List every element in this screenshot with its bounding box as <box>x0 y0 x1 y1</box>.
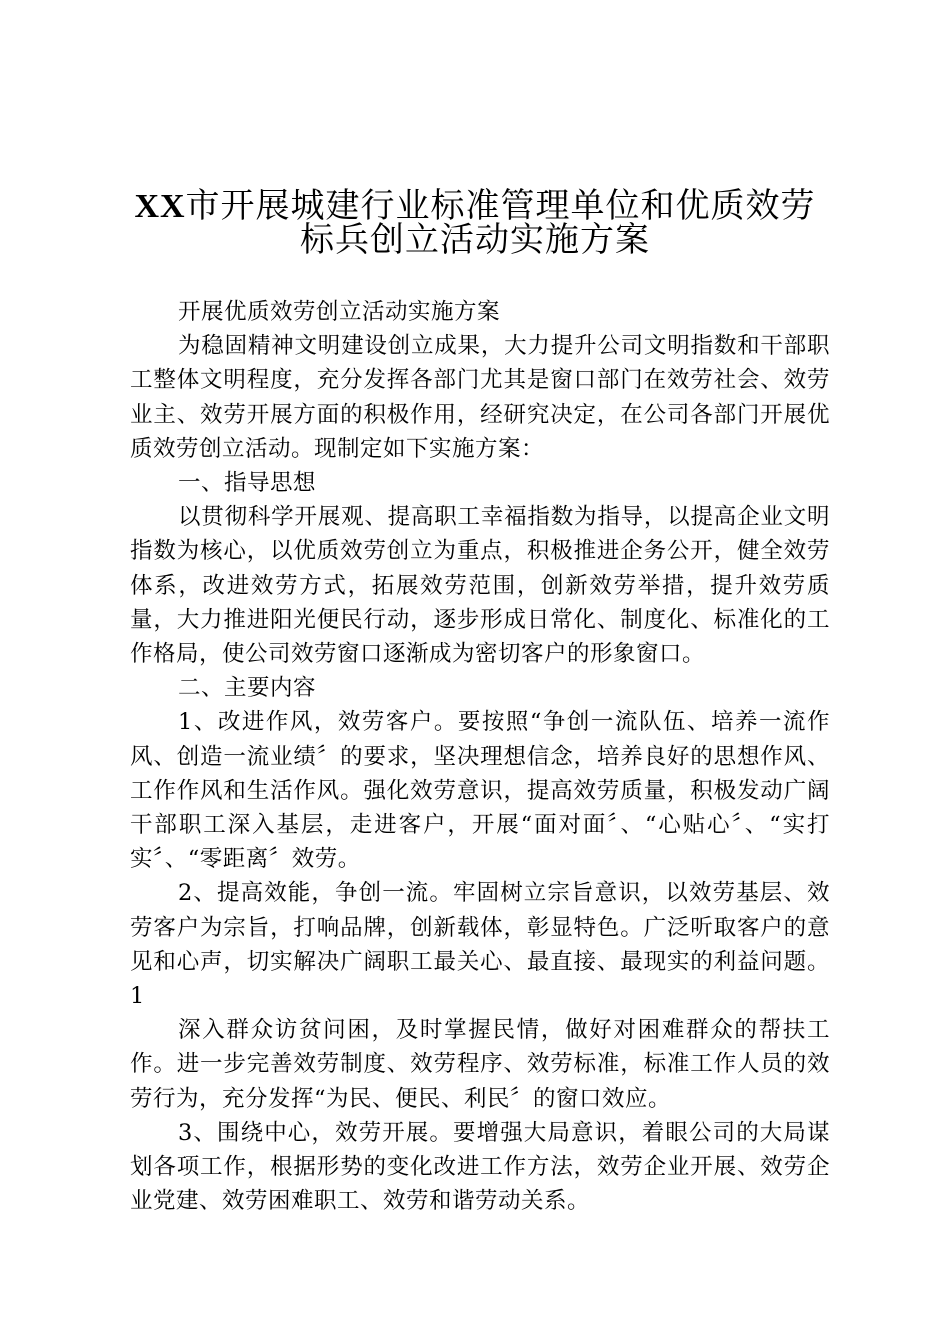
item-2-continued-paragraph: 深入群众访贫问困，及时掌握民情，做好对困难群众的帮扶工作。进一步完善效劳制度、效劳程序、效劳标准，标准工作人员的效劳行为，充分发挥“为民、便民、利民〞的窗口效应。 <box>130 1017 830 1112</box>
heading-main-content: 二、主要内容 <box>178 675 317 702</box>
document-title-line-2: 标兵创立活动实施方案 <box>300 220 650 260</box>
item-3-paragraph: 3、围绕中心，效劳开展。要增强大局意识，着眼公司的大局谋划各项工作，根据形势的变化改进工作方法，效劳企业开展、效劳企业党建、效劳困难职工、效劳和谐劳动关系。 <box>130 1119 830 1215</box>
section-subtitle: 开展优质效劳创立活动实施方案 <box>178 299 501 325</box>
heading-guiding-ideology: 一、指导思想 <box>178 470 317 497</box>
title-line-1-text: 市开展城建行业标准管理单位和优质效劳 <box>185 186 816 226</box>
title-prefix: XX <box>134 188 186 225</box>
document-body <box>130 295 830 1218</box>
item-2-paragraph: 2、提高效能，争创一流。牢固树立宗旨意识，以效劳基层、效劳客户为宗旨，打响品牌，创新载体，彰显特色。广泛听取客户的意见和心声，切实解决广阔职工最关心、最直接、最现实的利益问题。1 <box>130 880 830 1010</box>
item-1-paragraph: 1、改进作风，效劳客户。要按照“争创一流队伍、培养一流作风、创造一流业绩〞的要求，坚决理想信念，培养良好的思想作风、工作作风和生活作风。强化效劳意识，提高效劳质量，积极发动广阔干部职工深入基层，走进客户，开展“面对面〞、“心贴心〞、“实打实〞、“零距离〞效劳。 <box>130 709 830 873</box>
guiding-ideology-paragraph: 以贯彻科学开展观、提高职工幸福指数为指导，以提高企业文明指数为核心，以优质效劳创立为重点，积极推进企务公开，健全效劳体系，改进效劳方式，拓展效劳范围，创新效劳举措，提升效劳质量，大力推进阳光便民行动，逐步形成日常化、制度化、标准化的工作格局，使公司效劳窗口逐渐成为密切客户的形象窗口。 <box>130 504 830 668</box>
intro-paragraph: 为稳固精神文明建设创立成果，大力提升公司文明指数和干部职工整体文明程度，充分发挥各部门尤其是窗口部门在效劳社会、效劳业主、效劳开展方面的积极作用，经研究决定，在公司各部门开展优质效劳创立活动。现制定如下实施方案： <box>130 333 830 462</box>
